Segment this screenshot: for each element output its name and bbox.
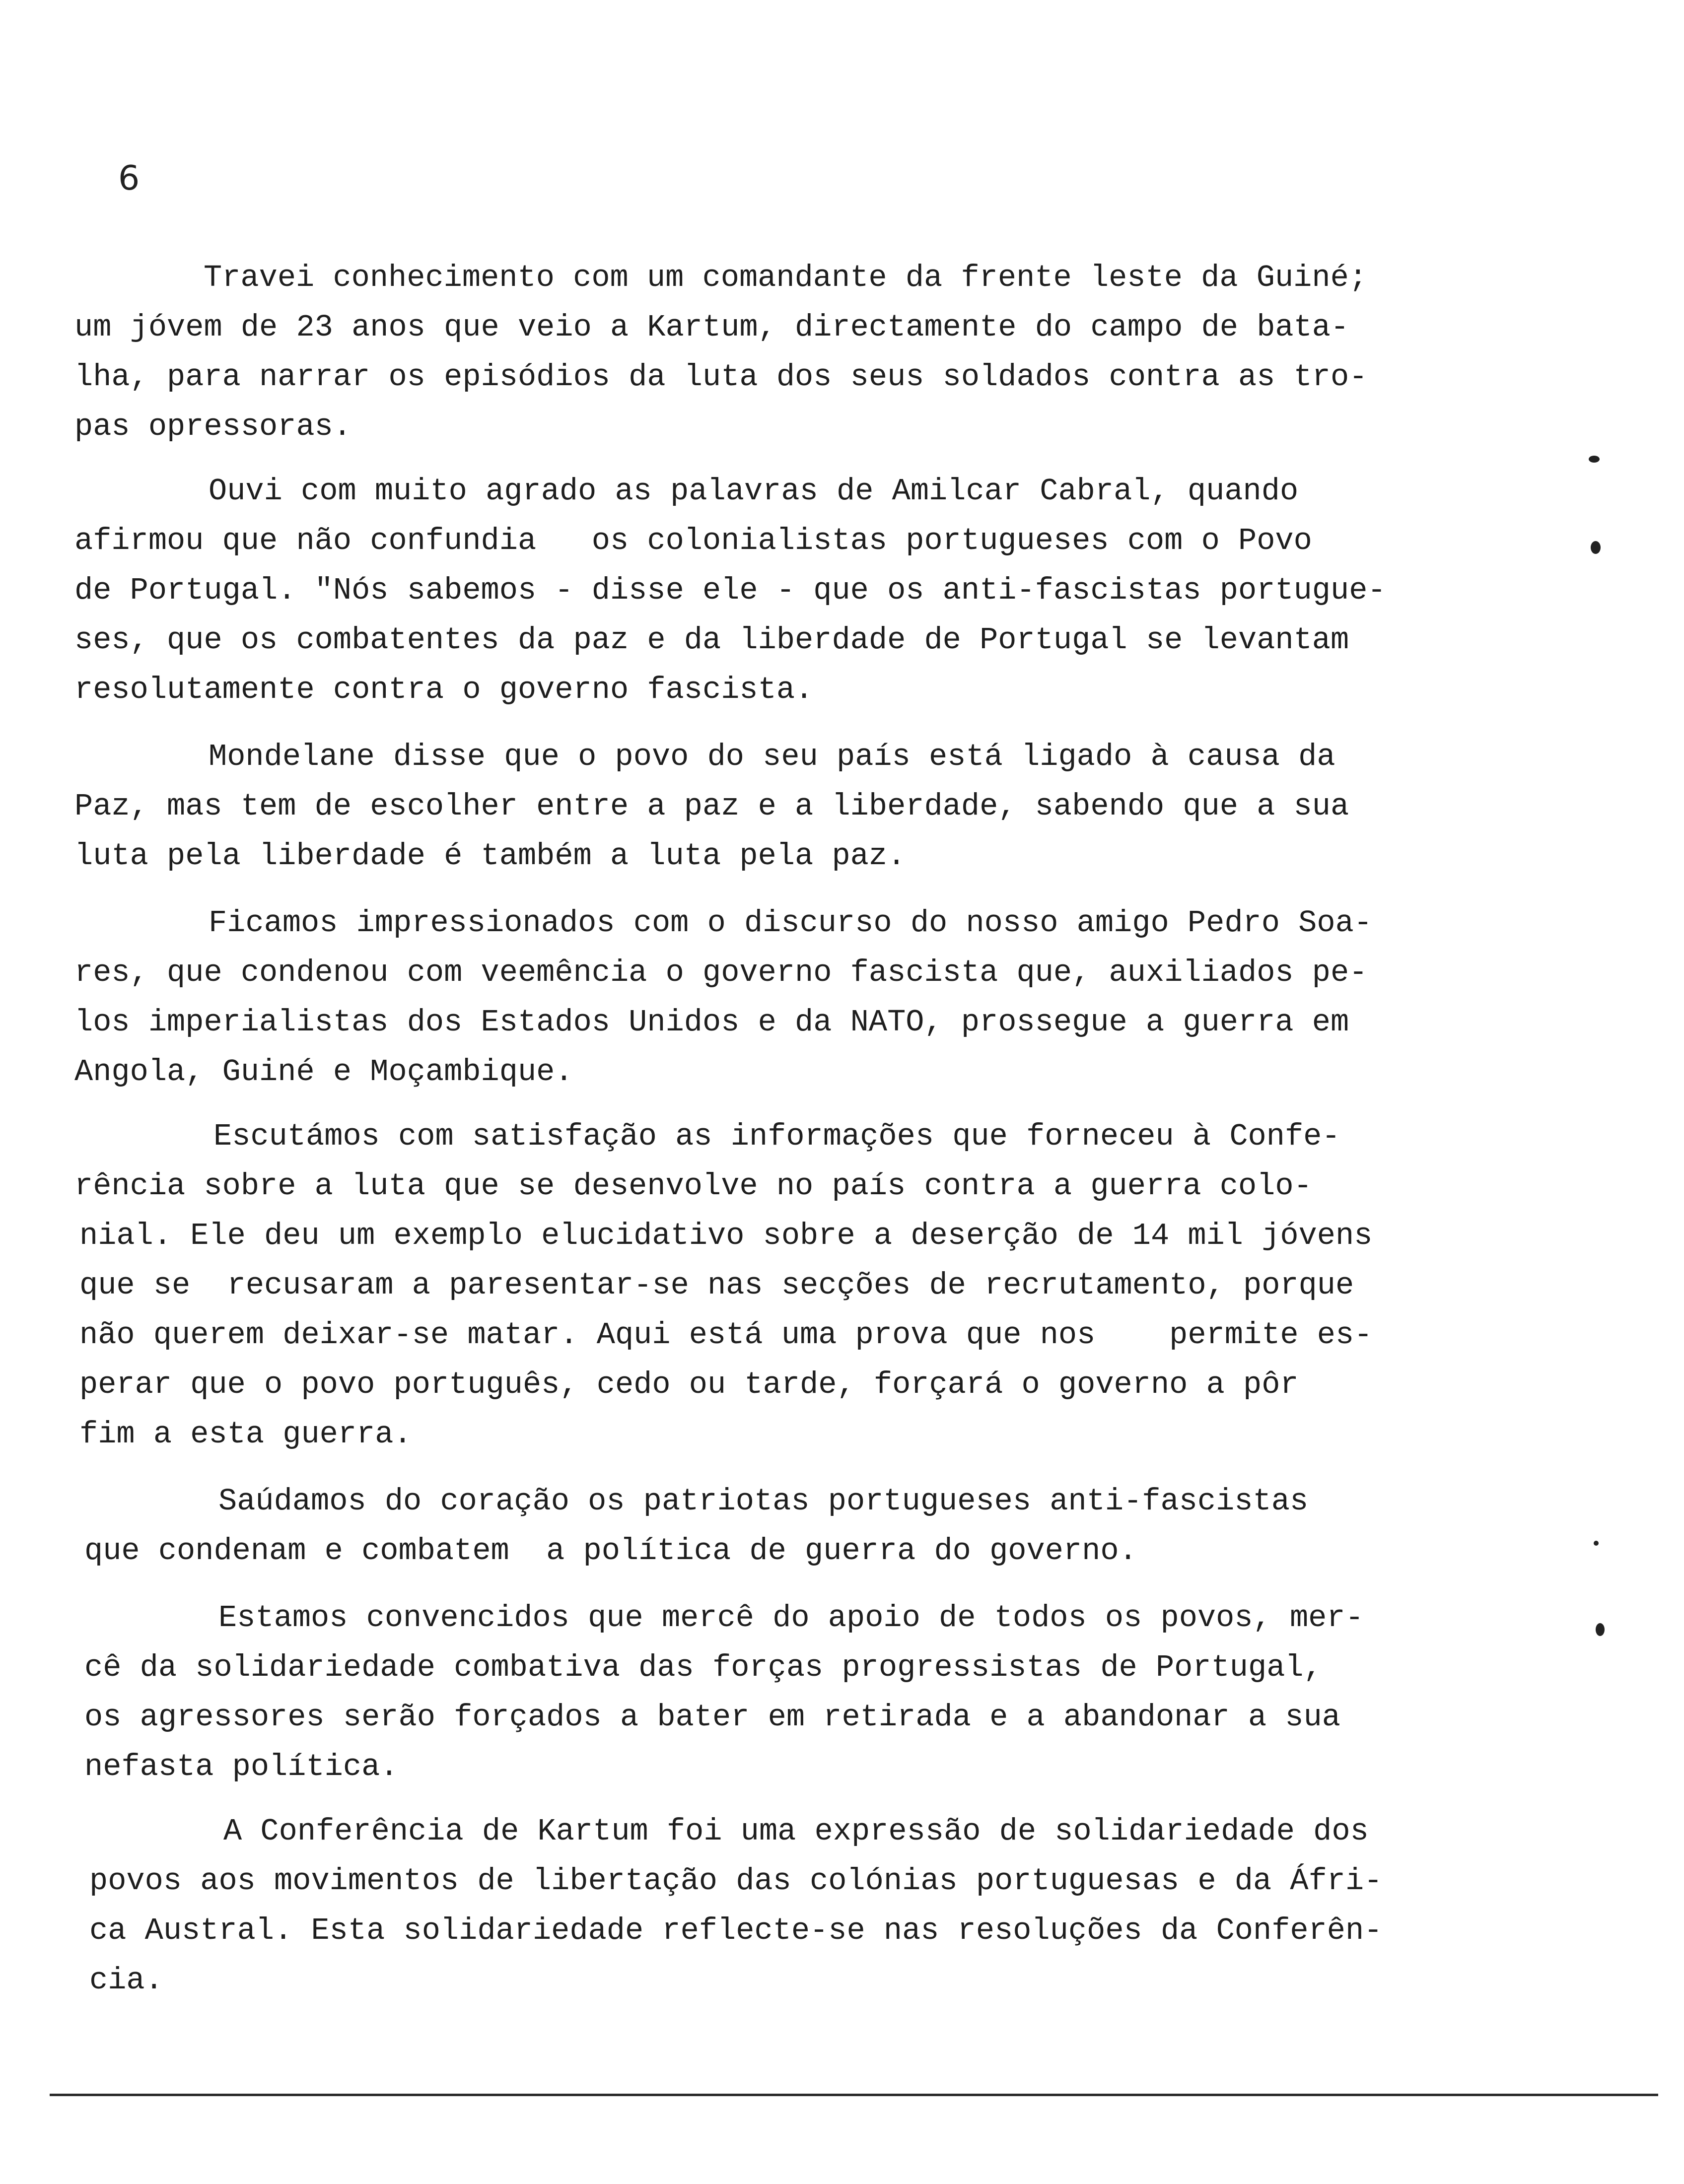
text-line: que se recusaram a paresentar-se nas secções de recrutamento, porque <box>79 1268 1354 1303</box>
text-line: cê da solidariedade combativa das forças progressistas de Portugal, <box>84 1650 1322 1685</box>
text-line: cia. <box>89 1963 163 1998</box>
page-number: 6 <box>118 159 140 198</box>
text-line: afirmou que não confundia os colonialistas portugueses com o Povo <box>74 523 1312 558</box>
text-line: de Portugal. "Nós sabemos - disse ele - que os anti-fascistas portugue- <box>74 573 1386 608</box>
margin-mark <box>1591 541 1601 554</box>
text-line: ses, que os combatentes da paz e da liberdade de Portugal se levantam <box>74 622 1349 658</box>
bottom-rule <box>50 2094 1658 2096</box>
text-line: Estamos convencidos que mercê do apoio de todos os povos, mer- <box>218 1600 1364 1636</box>
margin-mark <box>1589 456 1600 463</box>
text-line: nefasta política. <box>84 1749 399 1784</box>
text-line: los imperialistas dos Estados Unidos e da NATO, prossegue a guerra em <box>74 1005 1349 1040</box>
text-line: resolutamente contra o governo fascista. <box>74 672 814 707</box>
text-line: povos aos movimentos de libertação das colónias portuguesas e da Áfri- <box>89 1863 1383 1899</box>
text-line: ca Austral. Esta solidariedade reflecte-se nas resoluções da Conferên- <box>89 1913 1383 1948</box>
text-line: Travei conhecimento com um comandante da frente leste da Guiné; <box>204 260 1367 295</box>
text-line: A Conferência de Kartum foi uma expressão de solidariedade dos <box>223 1814 1369 1849</box>
text-line: lha, para narrar os episódios da luta dos seus soldados contra as tro- <box>74 359 1368 395</box>
text-line: luta pela liberdade é também a luta pela paz. <box>74 838 906 874</box>
text-line: Ficamos impressionados com o discurso do nosso amigo Pedro Soa- <box>209 905 1372 941</box>
text-line: que condenam e combatem a política de guerra do governo. <box>84 1533 1137 1569</box>
text-line: Paz, mas tem de escolher entre a paz e a liberdade, sabendo que a sua <box>74 789 1349 824</box>
text-line: nial. Ele deu um exemplo elucidativo sobre a deserção de 14 mil jóvens <box>79 1218 1373 1253</box>
text-line: fim a esta guerra. <box>79 1417 412 1452</box>
text-line: res, que condenou com veemência o governo fascista que, auxiliados pe- <box>74 955 1368 990</box>
text-line: Saúdamos do coração os patriotas portugueses anti-fascistas <box>218 1484 1309 1519</box>
text-line: Angola, Guiné e Moçambique. <box>74 1054 573 1090</box>
text-line: Escutámos com satisfação as informações que forneceu à Confe- <box>213 1119 1340 1154</box>
text-line: um jóvem de 23 anos que veio a Kartum, directamente do campo de bata- <box>74 310 1349 345</box>
text-line: rência sobre a luta que se desenvolve no país contra a guerra colo- <box>74 1168 1312 1204</box>
text-line: não querem deixar-se matar. Aqui está uma prova que nos permite es- <box>79 1317 1373 1353</box>
text-line: perar que o povo português, cedo ou tarde, forçará o governo a pôr <box>79 1367 1299 1402</box>
text-line: pas opressoras. <box>74 409 352 444</box>
text-line: os agressores serão forçados a bater em retirada e a abandonar a sua <box>84 1700 1341 1735</box>
margin-mark <box>1596 1623 1605 1636</box>
text-line: Ouvi com muito agrado as palavras de Amilcar Cabral, quando <box>209 474 1299 509</box>
margin-mark <box>1594 1541 1599 1546</box>
text-line: Mondelane disse que o povo do seu país está ligado à causa da <box>209 739 1335 774</box>
